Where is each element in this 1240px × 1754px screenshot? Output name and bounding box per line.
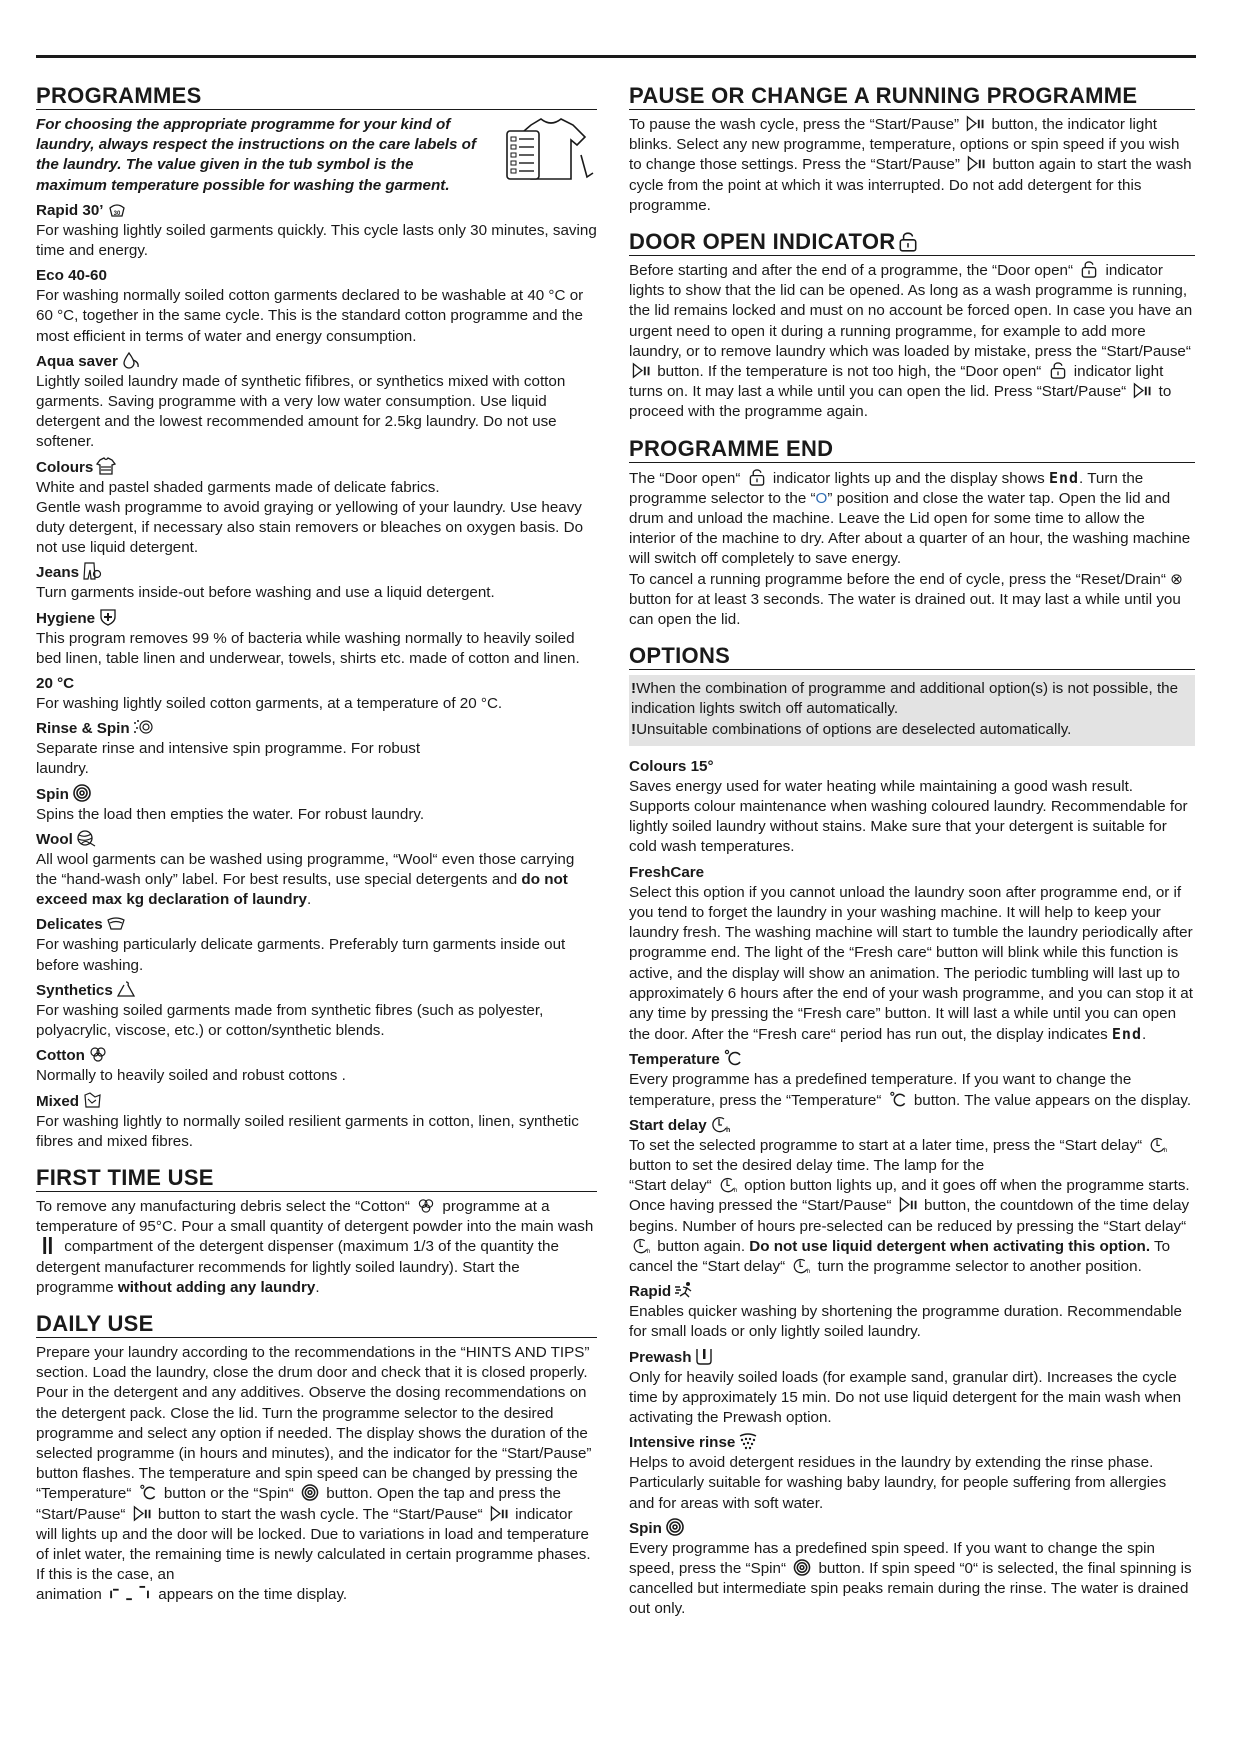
svg-text:h: h: [646, 1247, 651, 1254]
door-t3: button. If the temperature is not too high, the “Door open“: [653, 363, 1046, 381]
ftu-bold: without adding any laundry: [117, 1278, 316, 1296]
programme-name: Synthetics: [36, 981, 113, 999]
programme-desc: For washing lightly soiled garments quickly. This cycle lasts only 30 minutes, saving time and energy.: [36, 221, 597, 260]
programme-name: Delicates: [36, 916, 103, 934]
end-t4: ” position and close the water tap. Open the lid and drum and unload the machine. Leave the Lid open for some time to allow the interior of the machine to dry. After about a quarter of an hour, the washing machine will switch off completely to save energy.: [629, 489, 1191, 568]
start-delay-icon: [791, 1257, 811, 1274]
options-note-box: [629, 675, 1195, 746]
start-pause-icon: [965, 115, 985, 132]
programmes-heading: PROGRAMMES: [36, 82, 597, 110]
option-desc: [629, 1070, 1195, 1110]
sd-t8: turn the programme selector to another position.: [813, 1257, 1142, 1275]
sd-t3: “Start delay“: [629, 1177, 716, 1195]
end-t3: . Turn the programme selector to the “: [629, 469, 1144, 507]
spin-icon: [665, 1518, 685, 1536]
door-t1: Before starting and after the end of a programme, the “Door open“: [629, 262, 1078, 280]
sd-t6: button again.: [653, 1237, 750, 1255]
programme-desc: For washing lightly soiled cotton garments, at a temperature of 20 °C.: [36, 695, 503, 713]
programme-desc: [36, 850, 597, 911]
programme-desc-2: laundry.: [36, 760, 89, 778]
programme-name: Spin: [36, 785, 69, 803]
svg-text:30: 30: [113, 210, 120, 217]
programme-delicates: [36, 914, 597, 935]
du-t5: indicator will lights up and the door will be locked. Due to variations in load and temperature of inlet water, the remaining time is newly calculated in certain programme phases. If this is the case, an: [36, 1505, 591, 1584]
option-prewash: [629, 1347, 1195, 1368]
door-heading: [629, 228, 1195, 256]
temperature-icon: [138, 1484, 158, 1501]
programmes-intro: For choosing the appropriate programme for your kind of laundry, always respect the instructions on the care labels of the laundry. The value given in the tub symbol is the maximum temperature possible for washing the garment.: [36, 116, 477, 194]
programme-aqua-saver: [36, 351, 597, 372]
programme-20c: [36, 673, 597, 694]
option-start-delay: [629, 1115, 1195, 1136]
start-delay-icon: [1148, 1136, 1168, 1153]
sd-t5: button, the countdown of the time delay begins. Number of hours pre-selected can be reduced by pressing the “Start delay“: [629, 1197, 1190, 1235]
option-desc: Enables quicker washing by shortening the programme duration. Recommendable for small loads or only lightly soiled laundry.: [629, 1303, 1182, 1341]
start-delay-icon: [631, 1237, 651, 1254]
programme-name: Rapid 30’: [36, 201, 104, 219]
door-t4: indicator light turns on. It may last a while until you can open the lid. Press “Start/Pause“: [629, 363, 1164, 401]
option-name: Spin: [629, 1519, 662, 1537]
cotton-icon: [416, 1197, 436, 1214]
cotton-icon: [88, 1045, 108, 1063]
option-desc: Helps to avoid detergent residues in the laundry by extending the rinse phase. Particularly suitable for washing baby laundry, for people suffering from allergies and for areas with soft water.: [629, 1454, 1167, 1512]
start-pause-icon: [631, 362, 651, 379]
programme-eco: [36, 265, 597, 286]
main-wash-compartment-icon: [38, 1237, 58, 1254]
first-time-use-text: [36, 1197, 597, 1298]
option-desc: Saves energy used for water heating while maintaining a good wash result. Supports colour maintenance when washing coloured laundry. Recommendable for lightly soiled laundry without stains. Make sure that your detergent is suitable for cold wash temperatures.: [629, 777, 1188, 856]
door-open-icon: [1048, 362, 1068, 379]
programme-desc: Normally to heavily soiled and robust cottons .: [36, 1067, 346, 1085]
programme-name: Cotton: [36, 1047, 85, 1065]
start-pause-icon: [1132, 382, 1152, 399]
wool-text: All wool garments can be washed using programme, “Wool“ even those carrying the “hand-wash only” label. For best results, use special detergents and: [36, 850, 575, 889]
svg-text:h: h: [1164, 1146, 1168, 1153]
intensive-rinse-icon: [738, 1432, 758, 1450]
svg-text:h: h: [807, 1267, 811, 1274]
du-t4: button to start the wash cycle. The “Start/Pause“: [153, 1505, 487, 1523]
option-desc: Only for heavily soiled loads (for example sand, granular dirt). Increases the cycle time by approximately 15 min. Do not use liquid detergent for the main wash when activating the Prewash option.: [629, 1368, 1182, 1426]
door-open-icon: [897, 232, 919, 252]
spin-icon: [300, 1484, 320, 1501]
programme-desc: For washing particularly delicate garments. Preferably turn garments inside out before washing.: [36, 936, 566, 974]
start-delay-icon: [710, 1115, 730, 1133]
door-t5: to proceed with the programme again.: [629, 383, 1172, 421]
option-colours15: Colours 15°: [629, 757, 714, 775]
temp-t2: button. The value appears on the display.: [909, 1091, 1192, 1109]
sd-bold: Do not use liquid detergent when activating this option.: [749, 1237, 1151, 1255]
wool-icon: [76, 829, 96, 847]
sd-t7: To cancel the “Start delay“: [629, 1237, 1171, 1275]
end-display-text: End: [1111, 1025, 1142, 1044]
ftu-t2: programme at a temperature of 95°C. Pour a small quantity of detergent powder into the main wash: [36, 1197, 594, 1236]
daily-use-heading: DAILY USE: [36, 1310, 597, 1338]
programme-name: Mixed: [36, 1092, 80, 1110]
door-heading-text: DOOR OPEN INDICATOR: [629, 229, 896, 255]
option-desc-2: [629, 1176, 1195, 1277]
start-pause-icon: [132, 1505, 152, 1522]
jeans-icon: [82, 562, 102, 580]
spin-t2: button. If spin speed “0“ is selected, the final spinning is cancelled but intermediate spin peaks remain during the rinse. The water is drained out only.: [629, 1559, 1192, 1618]
programme-hygiene: [36, 608, 597, 629]
hygiene-icon: [98, 608, 118, 626]
temp-t1: Every programme has a predefined temperature. If you want to change the temperature, press the “Temperature“: [629, 1071, 1132, 1109]
programme-rinse-spin: [36, 718, 597, 739]
programme-name: Colours: [36, 458, 94, 476]
pause-heading: PAUSE OR CHANGE A RUNNING PROGRAMME: [629, 82, 1195, 110]
programme-desc: For washing lightly to normally soiled resilient garments in cotton, linen, synthetic fibres and mixed fibres.: [36, 1112, 579, 1150]
options-heading: OPTIONS: [629, 642, 1195, 670]
note-text: When the combination of programme and additional option(s) is not possible, the indication lights switch off automatically.: [631, 680, 1179, 718]
programme-end-heading: PROGRAMME END: [629, 435, 1195, 463]
option-desc: [629, 1136, 1195, 1176]
temperature-icon: [888, 1091, 908, 1108]
zero-position: O: [815, 489, 828, 507]
options-note-2: [631, 720, 1189, 740]
programme-end-text: [629, 468, 1195, 570]
freshcare-tail: .: [1142, 1026, 1147, 1044]
pause-text: [629, 115, 1195, 216]
rinse-spin-icon: [133, 718, 153, 736]
note-text: Unsuitable combinations of options are deselected automatically.: [636, 720, 1072, 738]
programme-synthetics: [36, 980, 597, 1001]
freshcare-text: Select this option if you cannot unload the laundry soon after programme end, or if you tend to forget the laundry in your washing machine. It will help to keep your laundry fresh. The washing machine will start to tumble the laundry periodically after programme end. The light of the “Fresh care“ button will blink while this function is active, and the display will show an animation. The periodic tumbling will last up to approximately 6 hours after the end of your wash programme, and you can stop it at any time by pressing the “Fresh care” button. It will last a while until you can open the door. After the “Fresh care“ period has run out, the display indicates: [629, 883, 1193, 1044]
du-t2: button or the “Spin“: [159, 1485, 299, 1503]
mixed-icon: [82, 1091, 102, 1109]
wool-bold: do not exceed max kg declaration of laundry: [36, 871, 568, 909]
first-time-use-heading: FIRST TIME USE: [36, 1164, 597, 1192]
wool-tail: .: [306, 891, 312, 909]
ftu-t1: To remove any manufacturing debris select the “Cotton“: [36, 1197, 415, 1215]
temperature-icon: [723, 1049, 743, 1067]
ftu-tail: .: [315, 1278, 320, 1296]
svg-text:h: h: [733, 1187, 738, 1194]
du-t6: animation: [36, 1586, 107, 1604]
programme-name: 20 °C: [36, 675, 75, 693]
end-display-text: End: [1048, 468, 1080, 487]
programme-end-cancel: To cancel a running programme before the end of cycle, press the “Reset/Drain“ ⊗ button for at least 3 seconds. The water is drained out. It may last a while until you can open the lid.: [629, 570, 1183, 629]
programme-jeans: [36, 562, 597, 583]
programme-spin: [36, 784, 597, 805]
option-spin: [629, 1518, 1195, 1539]
synthetics-icon: [116, 980, 136, 998]
programme-name: Rinse & Spin: [36, 720, 130, 738]
programme-name: Wool: [36, 830, 73, 848]
start-pause-icon: [966, 155, 986, 172]
option-desc: [629, 883, 1195, 1046]
sd-t4: option button lights up, and it goes off when the programme starts. Once having pressed the “Start/Pause“: [629, 1177, 1190, 1215]
end-t1: The “Door open“: [629, 469, 745, 487]
note-bang: !: [631, 680, 637, 698]
spin-icon: [72, 784, 92, 802]
du-t3: button. Open the tap and press the “Start/Pause“: [36, 1485, 561, 1523]
programme-name: Jeans: [36, 564, 80, 582]
start-pause-icon: [898, 1196, 918, 1213]
option-intensive-rinse: [629, 1432, 1195, 1453]
programme-desc: Turn garments inside-out before washing and use a liquid detergent.: [36, 584, 495, 602]
programme-wool: [36, 829, 597, 850]
delicates-icon: [106, 914, 126, 932]
sd-t2: button to set the desired delay time. The lamp for the: [629, 1156, 985, 1174]
option-rapid: [629, 1281, 1195, 1302]
sd-t1: To set the selected programme to start at a later time, press the “Start delay“: [629, 1136, 1147, 1154]
du-t1: Prepare your laundry according to the recommendations in the “HINTS AND TIPS” section. Load the laundry, close the drum door and check that it is closed properly. Pour in the detergent and any additives. Observe the dosing recommendations on the detergent pack. Close the lid. Turn the programme selector to the desired programme and select any option if needed. The display shows the duration of the selected programme (in hours and minutes), and the indicator for the “Start/Pause” button flashes. The temperature and spin speed can be changed by pressing the “Temperature“: [36, 1343, 592, 1503]
programme-name: Eco 40-60: [36, 267, 107, 285]
programme-mixed: [36, 1091, 597, 1112]
option-name: Prewash: [629, 1348, 692, 1366]
programme-desc: For washing soiled garments made from synthetic fibres (such as polyester, polyacrylic, viscose, etc.) or cotton/synthetic blends.: [36, 1001, 544, 1040]
start-delay-icon: [718, 1176, 738, 1193]
programme-cotton: [36, 1045, 597, 1066]
pause-t2: button, the indicator light blinks. Select any new programme, temperature, options or spin speed if you wish to change those settings. Press the “Start/Pause”: [629, 116, 1180, 174]
pause-t1: To pause the wash cycle, press the “Start/Pause”: [629, 116, 964, 133]
top-rule: [36, 55, 1196, 58]
option-temperature: [629, 1049, 1195, 1070]
door-open-icon: [1079, 261, 1099, 278]
left-column: [36, 82, 597, 1606]
end-t2: indicator lights up and the display shows: [768, 469, 1049, 487]
programme-desc: Spins the load then empties the water. For robust laundry.: [36, 805, 425, 823]
care-label-shirt-icon: [501, 115, 597, 185]
ftu-t3: compartment of the detergent dispenser (maximum 1/3 of the quantity the detergent manufacturer recommends for lightly soiled laundry). Start the programme: [36, 1238, 559, 1296]
start-pause-icon: [489, 1505, 509, 1522]
daily-use-text: [36, 1343, 597, 1585]
note-bang: !: [631, 720, 637, 738]
option-name: Start delay: [629, 1116, 707, 1134]
programme-desc-2: Gentle wash programme to avoid graying or yellowing of your laundry. Use heavy duty detergent, if necessary also stain removers or bleaches on oxygen basis. Do not use liquid detergent.: [36, 498, 584, 557]
du-t7: appears on the time display.: [154, 1586, 348, 1604]
door-open-icon: [747, 469, 767, 486]
programme-rapid30: [36, 200, 597, 221]
right-column: [629, 82, 1195, 1620]
programme-desc: Separate rinse and intensive spin programme. For robust: [36, 740, 421, 758]
animation-display-icon: [108, 1585, 152, 1602]
programme-colours: [36, 457, 597, 478]
option-name: Temperature: [629, 1051, 720, 1069]
door-text: [629, 261, 1195, 423]
option-freshcare: FreshCare: [629, 863, 705, 881]
spin-t1: Every programme has a predefined spin speed. If you want to change the spin speed, press the “Spin“: [629, 1539, 1155, 1577]
programme-desc: This program removes 99 % of bacteria while washing normally to heavily soiled bed linen, table linen and underwear, towels, shirts etc. made of cotton and linen.: [36, 629, 580, 667]
options-note-1: [631, 679, 1189, 719]
pause-t3: button again to start the wash cycle from the point at which it was interrupted. Do not add detergent for this programme.: [629, 156, 1192, 214]
option-name: Intensive rinse: [629, 1434, 736, 1452]
programme-desc: Lightly soiled laundry made of synthetic fifibres, or synthetics mixed with cotton garments. Saving programme with a very low water consumption. Use liquid detergent and the lowest recommended amount for 2.5kg laundry. Do not use softener.: [36, 372, 566, 451]
spin-icon: [792, 1559, 812, 1576]
prewash-icon: [694, 1347, 714, 1365]
programme-name: Aqua saver: [36, 352, 118, 370]
programme-desc: For washing normally soiled cotton garments declared to be washable at 40 °C or 60 °C, together in the same cycle. This is the standard cotton programme and the most efficient in terms of water and energy consumption.: [36, 287, 584, 345]
aqua-saver-icon: [121, 351, 141, 369]
door-t2: indicator lights to show that the lid can be opened. As long as a wash programme is running, the lid remains locked and must on no account be forced open. In case you have an urgent need to open it during a running programme, for example to add more laundry, or to remove laundry which was loaded by mistake, press the “Start/Pause“: [629, 262, 1193, 360]
programme-name: Hygiene: [36, 609, 96, 627]
rapid-icon: [674, 1281, 694, 1299]
programme-desc: White and pastel shaded garments made of delicate fabrics.: [36, 478, 440, 496]
colours-icon: [96, 457, 116, 475]
rapid-30-icon: [107, 200, 127, 218]
option-desc: [629, 1539, 1195, 1620]
option-name: Rapid: [629, 1283, 672, 1301]
svg-text:h: h: [725, 1126, 730, 1133]
daily-use-animation: [36, 1585, 597, 1605]
